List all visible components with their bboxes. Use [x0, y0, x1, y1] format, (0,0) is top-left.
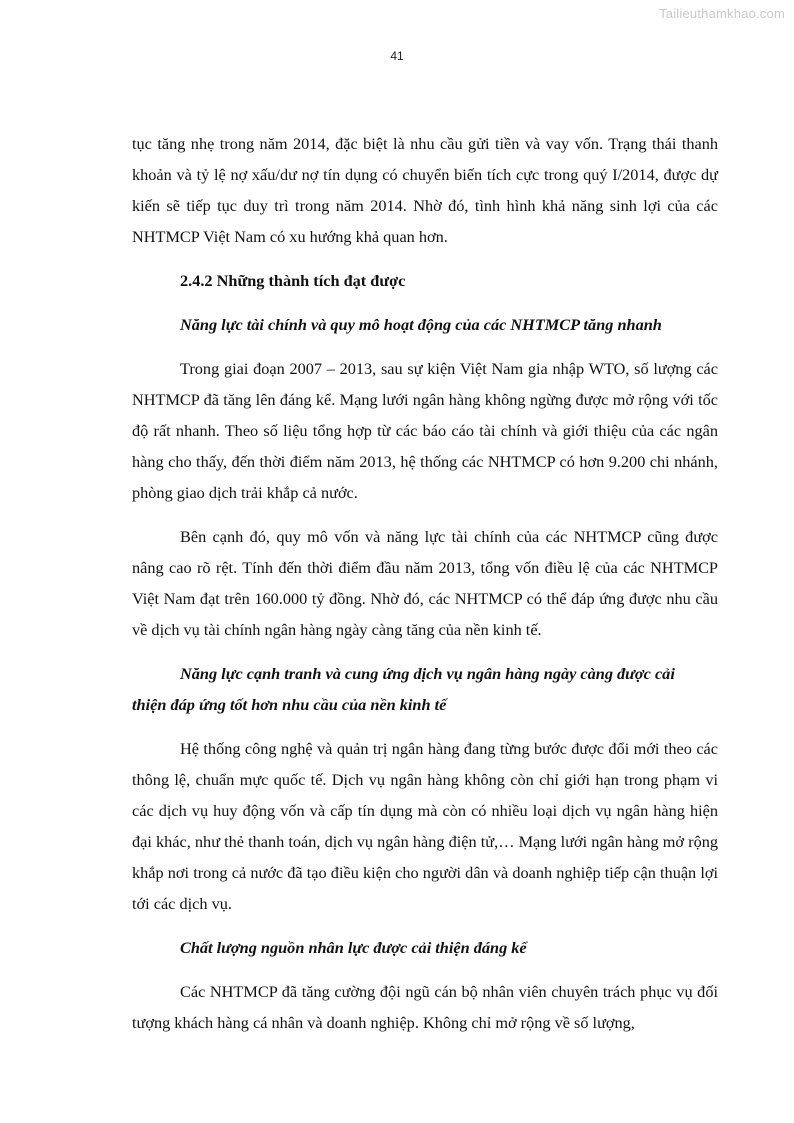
document-body: [132, 128, 718, 1038]
paragraph-capital-scale: Bên cạnh đó, quy mô vốn và năng lực tài chính của các NHTMCP cũng được nâng cao rõ rệt. Tính đến thời điểm đầu năm 2013, tổng vốn điều lệ của các NHTMCP Việt Nam đạt trên 160.000 tỷ đồng. Nhờ đó, các NHTMCP có thể đáp ứng được nhu cầu về dịch vụ tài chính ngân hàng ngày càng tăng của nền kinh tế.: [132, 527, 718, 639]
paragraph-network-growth: Trong giai đoạn 2007 – 2013, sau sự kiện Việt Nam gia nhập WTO, số lượng các NHTMCP đã tăng lên đáng kể. Mạng lưới ngân hàng không ngừng được mở rộng với tốc độ rất nhanh. Theo số liệu tổng hợp từ các báo cáo tài chính và giới thiệu của các ngân hàng cho thấy, đến thời điểm năm 2013, hệ thống các NHTMCP có hơn 9.200 chi nhánh, phòng giao dịch trải khắp cả nước.: [132, 359, 718, 502]
paragraph-technology-services: Hệ thống công nghệ và quản trị ngân hàng đang từng bước được đổi mới theo các thông lệ, chuẩn mực quốc tế. Dịch vụ ngân hàng không còn chỉ giới hạn trong phạm vi các dịch vụ huy động vốn và cấp tín dụng mà còn có nhiều loại dịch vụ ngân hàng hiện đại khác, như thẻ thanh toán, dịch vụ ngân hàng điện tử,… Mạng lưới ngân hàng mở rộng khắp nơi trong cả nước đã tạo điều kiện cho người dân và doanh nghiệp tiếp cận thuận lợi tới các dịch vụ.: [132, 739, 718, 913]
subsection-heading-financial-capacity: Năng lực tài chính và quy mô hoạt động của các NHTMCP tăng nhanh: [180, 315, 662, 334]
page-number: 41: [390, 49, 404, 63]
intro-paragraph: tục tăng nhẹ trong năm 2014, đặc biệt là nhu cầu gửi tiền và vay vốn. Trạng thái thanh khoản và tỷ lệ nợ xấu/dư nợ tín dụng có chuyển biến tích cực trong quý I/2014, được dự kiến sẽ tiếp tục duy trì trong năm 2014. Nhờ đó, tình hình khả năng sinh lợi của các NHTMCP Việt Nam có xu hướng khả quan hơn.: [132, 134, 718, 246]
watermark: Tailieuthamkhao.com: [659, 6, 785, 21]
subsection-heading-competitiveness-line1: Năng lực cạnh tranh và cung ứng dịch vụ ngân hàng ngày càng được cải: [180, 664, 675, 683]
paragraph-staff: Các NHTMCP đã tăng cường đội ngũ cán bộ nhân viên chuyên trách phục vụ đối tượng khách hàng cá nhân và doanh nghiệp. Không chỉ mở rộng về số lượng,: [132, 982, 718, 1032]
subsection-heading-human-resources: Chất lượng nguồn nhân lực được cải thiện đáng kể: [180, 938, 527, 957]
section-heading: 2.4.2 Những thành tích đạt được: [180, 271, 406, 290]
subsection-heading-competitiveness-line2: thiện đáp ứng tốt hơn nhu cầu của nền kinh tế: [132, 695, 447, 714]
